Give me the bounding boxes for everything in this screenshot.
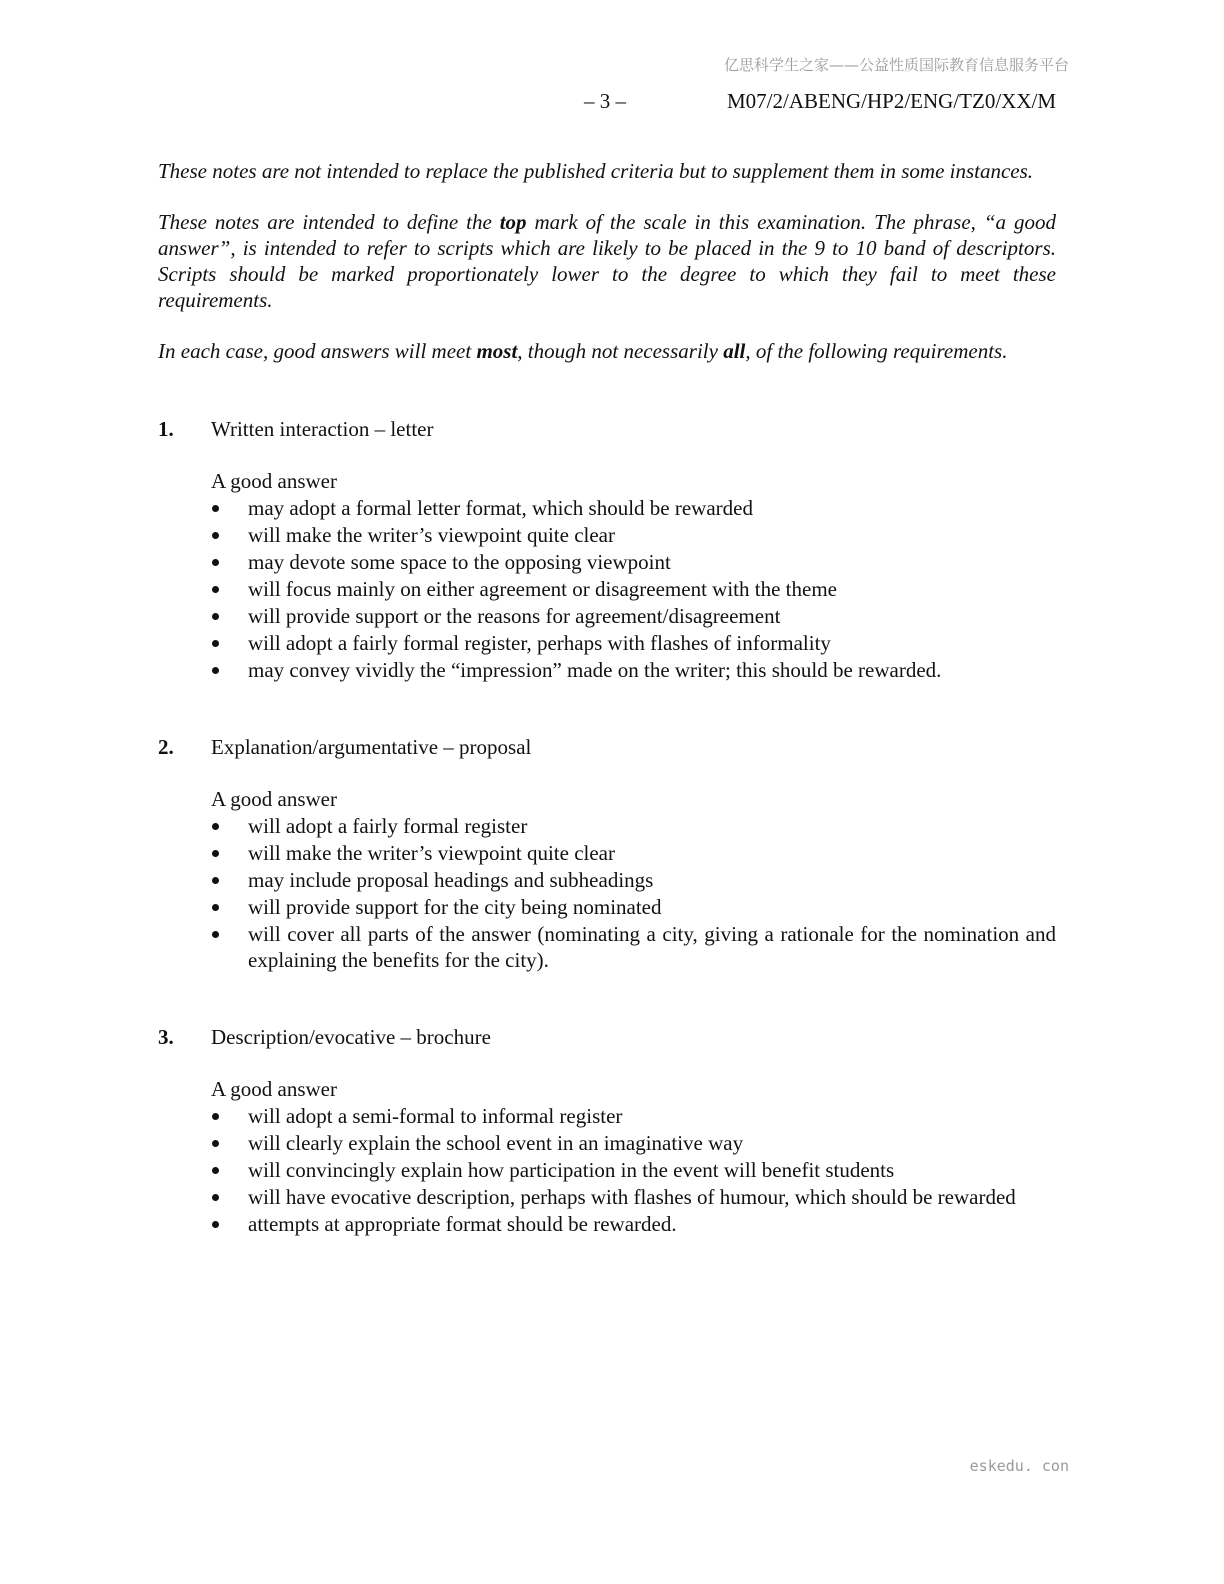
note-paragraph-1: These notes are not intended to replace the published criteria but to supplement them in some instances. — [158, 159, 1034, 183]
list-item-text: will adopt a fairly formal register, perhaps with flashes of informality — [248, 631, 831, 655]
note-text: mark of the scale in this examination. The phrase, “a good answer”, is intended to refer to scripts which are likely to be placed in the 9 to 10 band of descriptors. Scripts should be marked proportionately lower to the degree to which they fail to meet these requirements. — [158, 210, 1056, 312]
list-item-text: will provide support for the city being nominated — [248, 895, 662, 919]
question-1 — [158, 416, 1056, 683]
bullet-icon — [212, 1167, 219, 1174]
page-header — [0, 89, 1224, 117]
list-item-text: will clearly explain the school event in an imaginative way — [248, 1131, 744, 1155]
list-item-text: will make the writer’s viewpoint quite clear — [248, 523, 615, 547]
list-item — [211, 1130, 1056, 1156]
list-item-text: will adopt a fairly formal register — [248, 814, 528, 838]
question-number: 2. — [158, 735, 174, 759]
note-paragraph-2 — [158, 209, 1056, 313]
watermark-bottom: eskedu. con — [969, 1457, 1069, 1475]
list-item — [211, 813, 1056, 839]
bullet-icon — [212, 1194, 219, 1201]
requirements-list — [211, 1103, 1056, 1237]
page-number: – 3 – — [584, 89, 626, 113]
list-item-text: attempts at appropriate format should be rewarded. — [248, 1212, 677, 1236]
question-title: Written interaction – letter — [211, 417, 434, 441]
list-item — [211, 1211, 1056, 1237]
bullet-icon — [212, 931, 219, 938]
question-number: 3. — [158, 1025, 174, 1049]
question-title: Explanation/argumentative – proposal — [211, 735, 532, 759]
question-intro: A good answer — [211, 469, 337, 493]
bullet-icon — [212, 1113, 219, 1120]
list-item — [211, 894, 1056, 920]
note-paragraph-3 — [158, 338, 1056, 364]
bullet-icon — [212, 559, 219, 566]
list-item-text: may devote some space to the opposing viewpoint — [248, 550, 671, 574]
list-item-text: will have evocative description, perhaps with flashes of humour, which should be rewarded — [248, 1185, 1016, 1209]
bullet-icon — [212, 877, 219, 884]
list-item — [211, 549, 1056, 575]
watermark-top: 亿思科学生之家——公益性质国际教育信息服务平台 — [723, 56, 1069, 74]
note-text: These notes are intended to define the — [158, 210, 500, 234]
list-item — [211, 840, 1056, 866]
list-item-text: will cover all parts of the answer (nominating a city, giving a rationale for the nomination and explaining the benefits for the city). — [248, 922, 1056, 972]
main-content — [158, 158, 1056, 1238]
question-intro: A good answer — [211, 1077, 337, 1101]
bullet-icon — [212, 613, 219, 620]
list-item-text: will focus mainly on either agreement or disagreement with the theme — [248, 577, 837, 601]
list-item-text: will make the writer’s viewpoint quite clear — [248, 841, 615, 865]
list-item-text: will convincingly explain how participation in the event will benefit students — [248, 1158, 895, 1182]
list-item — [211, 867, 1056, 893]
list-item — [211, 657, 1056, 683]
bullet-icon — [212, 1221, 219, 1228]
list-item-text: may include proposal headings and subheadings — [248, 868, 654, 892]
question-2 — [158, 734, 1056, 973]
note-text: , though not necessarily — [517, 339, 724, 363]
list-item-text: may adopt a formal letter format, which should be rewarded — [248, 496, 753, 520]
question-3 — [158, 1024, 1056, 1237]
bullet-icon — [212, 823, 219, 830]
bullet-icon — [212, 640, 219, 647]
question-title: Description/evocative – brochure — [211, 1025, 491, 1049]
bullet-icon — [212, 850, 219, 857]
bullet-icon — [212, 586, 219, 593]
bullet-icon — [212, 904, 219, 911]
bullet-icon — [212, 532, 219, 539]
list-item — [211, 921, 1056, 973]
list-item-text: will adopt a semi-formal to informal register — [248, 1104, 623, 1128]
list-item — [211, 1103, 1056, 1129]
bullet-icon — [212, 505, 219, 512]
list-item-text: will provide support or the reasons for agreement/disagreement — [248, 604, 781, 628]
list-item-text: may convey vividly the “impression” made on the writer; this should be rewarded. — [248, 658, 942, 682]
emphasis-most: most — [476, 339, 518, 363]
requirements-list — [211, 495, 1056, 683]
question-intro: A good answer — [211, 787, 337, 811]
bullet-icon — [212, 667, 219, 674]
list-item — [211, 576, 1056, 602]
note-text: In each case, good answers will meet — [158, 339, 477, 363]
list-item — [211, 603, 1056, 629]
list-item — [211, 630, 1056, 656]
list-item — [211, 495, 1056, 521]
list-item — [211, 1157, 1056, 1183]
list-item — [211, 522, 1056, 548]
list-item — [211, 1184, 1056, 1210]
bullet-icon — [212, 1140, 219, 1147]
emphasis-top: top — [499, 210, 527, 234]
note-text: , of the following requirements. — [745, 339, 1008, 363]
requirements-list — [211, 813, 1056, 973]
question-number: 1. — [158, 417, 174, 441]
emphasis-all: all — [723, 339, 746, 363]
document-code: M07/2/ABENG/HP2/ENG/TZ0/XX/M — [726, 89, 1056, 113]
